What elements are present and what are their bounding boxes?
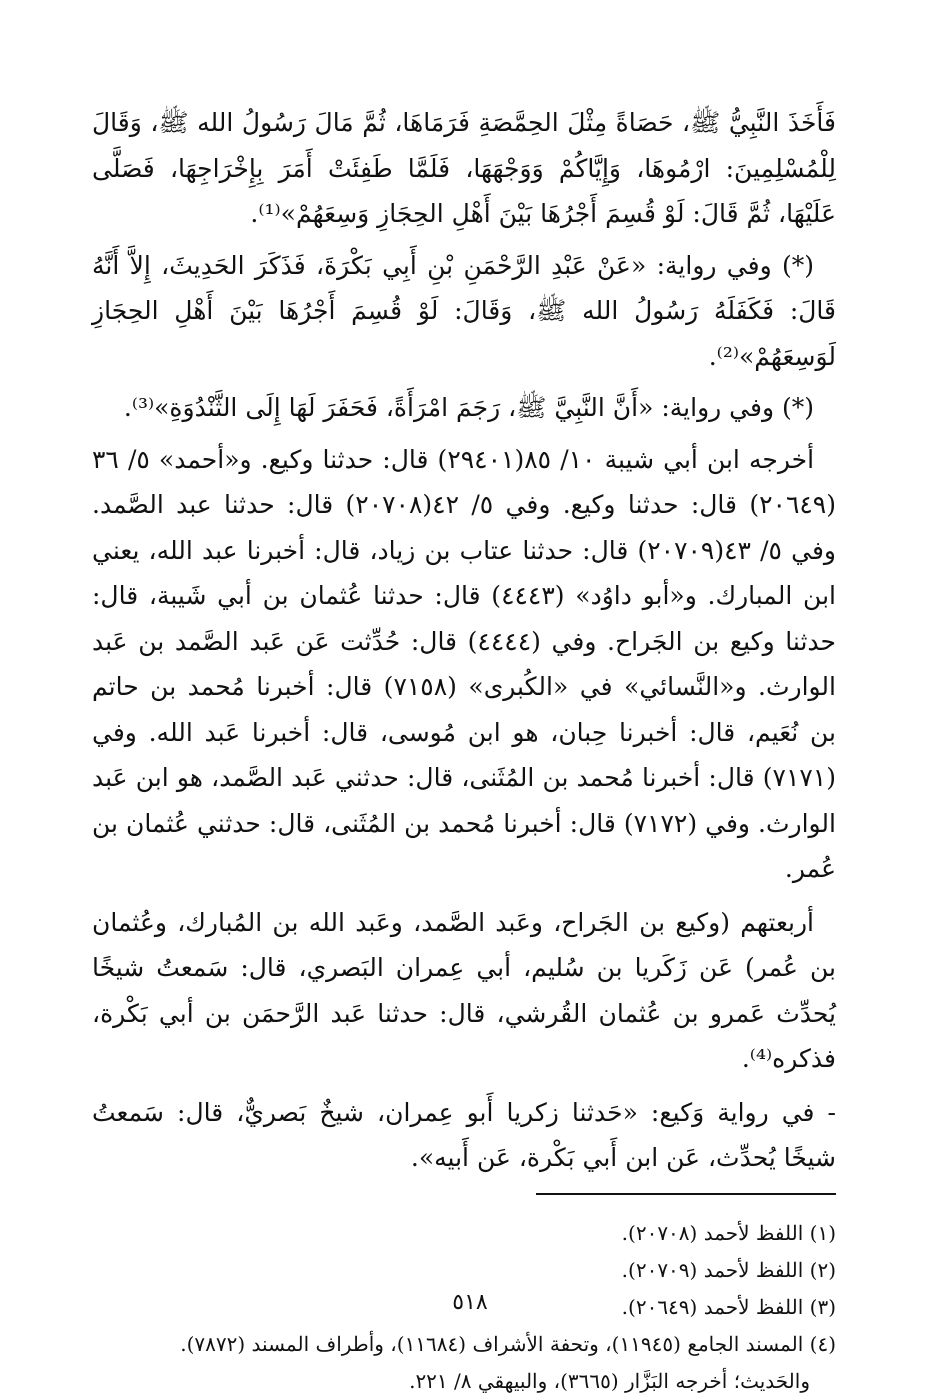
hadith-riwaya-2: (*) وفي رواية: «أَنَّ النَّبِيَّ ﷺ، رَجَمَ امْرَأَةً، فَحَفَرَ لَهَا إِلَى الثَّنْدُوَةِ»⁽³⁾. [123,393,814,422]
riwaya-note: - في رواية وَكيع: «حَدثنا زكريا أَبو عِمران، شيخٌ بَصريٌّ، قال: سَمعتُ شيخًا يُحدِّث، عَن ابن أَبي بَكْرة، عَن أَبيه». [92,1097,836,1172]
footnote-4-continuation: والحَديث؛ أخرجه البَزَّار (٣٦٦٥)، والبيهقي ٨/ ٢٢١. [409,1368,810,1393]
takhrij-paragraph-1: أخرجه ابن أبي شيبة ١٠/ ٨٥(٢٩٤٠١) قال: حدثنا وكيع. و«أحمد» ٥/ ٣٦ (٢٠٦٤٩) قال: حدثنا وكيع. وفي ٥/ ٤٢(٢٠٧٠٨) قال: حدثنا عبد الصَّمد. وفي ٥/ ٤٣(٢٠٧٠٩) قال: حدثنا عتاب بن زياد، قال: أخبرنا عبد الله، يعني ابن المبارك. و«أبو داوُد» (٤٤٤٣) قال: حدثنا عُثمان بن أبي شَيبة، قال: حدثنا وكيع بن الجَراح. وفي (٤٤٤٤) قال: حُدِّثت عَن عَبد الصَّمد بن عَبد الوارث. و«النَّسائي» في «الكُبرى» (٧١٥٨) قال: أخبرنا مُحمد بن حاتم بن نُعَيم، قال: أخبرنا حِبان، هو ابن مُوسى، قال: أخبرنا عَبد الله. وفي (٧١٧١) قال: أخبرنا مُحمد بن المُثَنى، قال: حدثني عَبد الصَّمد، هو ابن عَبد الوارث. وفي (٧١٧٢) قال: أخبرنا مُحمد بن المُثَنى، قال: حدثني عُثمان بن عُمر. [92,444,836,883]
hadith-riwaya-1: (*) وفي رواية: «عَنْ عَبْدِ الرَّحْمَنِ بْنِ أَبِي بَكْرَةَ، فَذَكَرَ الحَدِيثَ، إِلاَّ أَنَّهُ قَالَ: فَكَفَلَهُ رَسُولُ الله ﷺ، وَقَالَ: لَوْ قُسِمَ أَجْرُهَا بَيْنَ أَهْلِ الحِجَازِ لَوَسِعَهُمْ»⁽²⁾. [92,250,836,371]
footnote-3: (٣) اللفظ لأحمد (٢٠٦٤٩). [621,1294,836,1319]
footnote-1: (١) اللفظ لأحمد (٢٠٧٠٨). [621,1220,836,1245]
footnote-divider [536,1193,836,1195]
page-number: ٥١٨ [452,1290,488,1315]
footnote-2: (٢) اللفظ لأحمد (٢٠٧٠٩). [621,1257,836,1282]
main-text [92,100,836,1181]
footnote-4: (٤) المسند الجامع (١١٩٤٥)، وتحفة الأشراف (١١٦٨٤)، وأطراف المسند (٧٨٧٢). [180,1331,836,1356]
hadith-main-text: فَأَخَذَ النَّبِيُّ ﷺ، حَصَاةً مِثْلَ الحِمَّصَةِ فَرَمَاهَا، ثُمَّ مَالَ رَسُولُ الله ﷺ، وَقَالَ لِلْمُسْلِمِينَ: ارْمُوهَا، وَإِيَّاكُمْ وَوَجْهَهَا، فَلَمَّا طَفِئَتْ أَمَرَ بِإِخْرَاجِهَا، فَصَلَّى عَلَيْهَا، ثُمَّ قَالَ: لَوْ قُسِمَ أَجْرُهَا بَيْنَ أَهْلِ الحِجَازِ وَسِعَهُمْ»⁽¹⁾. [92,108,836,228]
takhrij-paragraph-2: أربعتهم (وكيع بن الجَراح، وعَبد الصَّمد، وعَبد الله بن المُبارك، وعُثمان بن عُمر) عَن زَكَريا بن سُليم، أبي عِمران البَصري، قال: سَمعتُ شيخًا يُحدِّث عَمرو بن عُثمان القُرشي، قال: حدثنا عَبد الرَّحمَن بن أبي بَكْرة، فذكره⁽⁴⁾. [92,907,836,1073]
